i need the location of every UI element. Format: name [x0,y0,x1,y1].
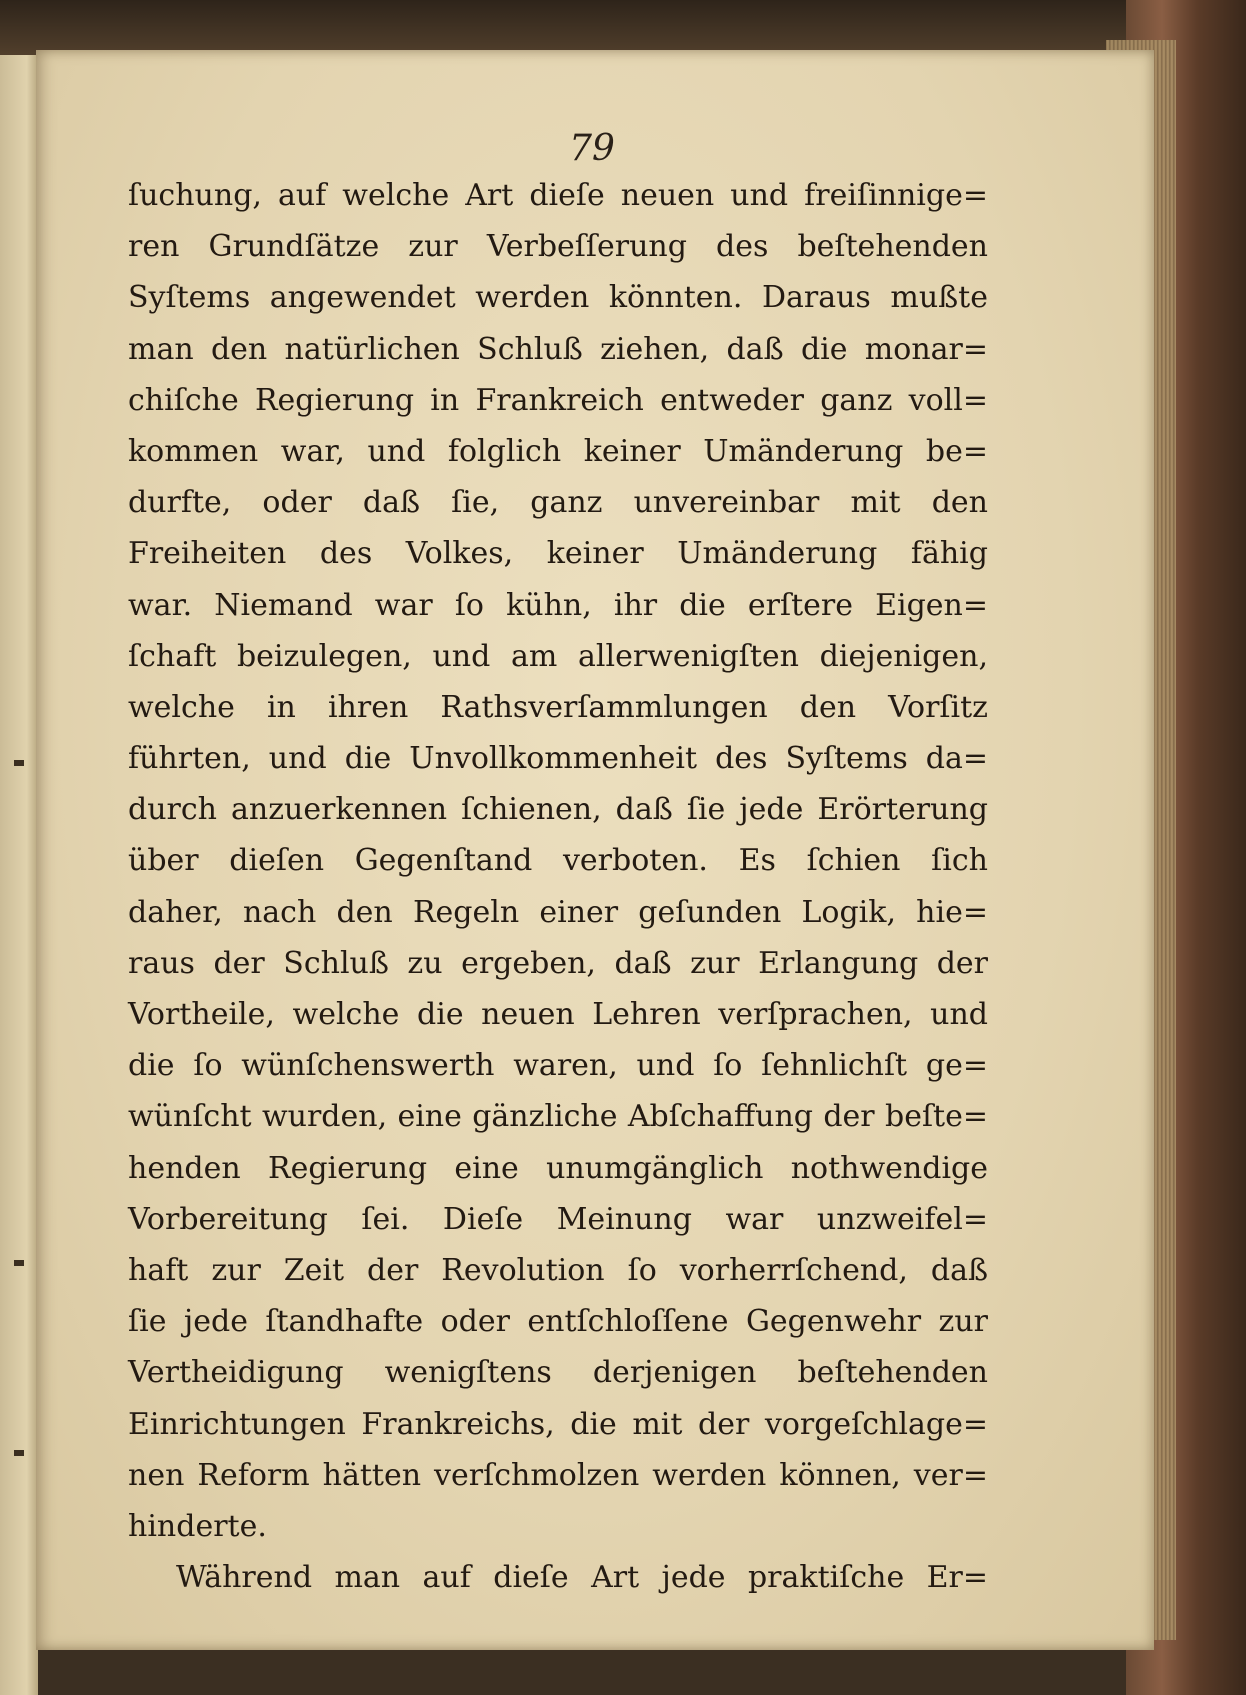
text-line: hinderte. [128,1508,267,1544]
text-line: Während man auf dieſe Art jede praktiſche Er= [176,1560,988,1596]
text-line: über dieſen Gegenſtand verboten. Es ſchien ſich [128,843,988,879]
text-line: kommen war, und folglich keiner Umänderung be= [128,433,988,469]
left-page-edge [0,55,38,1695]
book-page [36,50,1154,1650]
margin-mark [14,1450,24,1456]
text-line: henden Regierung eine unumgänglich nothwendige [128,1150,988,1186]
text-line: Freiheiten des Volkes, keiner Umänderung fähig [128,536,988,572]
text-line: durch anzuerkennen ſchienen, daß ſie jede Erörterung [128,792,988,828]
page-number: 79 [569,128,615,169]
text-line: nen Reform hätten verſchmolzen werden können, ver= [128,1457,988,1493]
text-line: chiſche Regierung in Frankreich entweder ganz voll= [128,382,988,418]
text-line: Vertheidigung wenigſtens derjenigen beſtehenden [128,1355,988,1391]
text-line: welche in ihren Rathsverſammlungen den Vorſitz [128,689,988,725]
text-line: ſie jede ſtandhafte oder entſchloſſene Gegenwehr zur [128,1304,988,1340]
text-line: durfte, oder daß ſie, ganz unvereinbar mit den [128,485,988,521]
text-line: raus der Schluß zu ergeben, daß zur Erlangung der [128,945,988,981]
text-line: haft zur Zeit der Revolution ſo vorherrſchend, daß [128,1252,988,1288]
text-line: Einrichtungen Frankreichs, die mit der vorgeſchlage= [128,1406,988,1442]
margin-mark [14,760,24,766]
text-line: daher, nach den Regeln einer geſunden Logik, hie= [128,894,988,930]
text-line: wünſcht wurden, eine gänzliche Abſchaffung der beſte= [128,1099,988,1135]
margin-mark [14,1260,24,1266]
text-line: ſuchung, auf welche Art dieſe neuen und freiſinnige= [128,178,988,213]
text-line: Vorbereitung ſei. Dieſe Meinung war unzweifel= [128,1201,988,1237]
text-line: man den natürlichen Schluß ziehen, daß die monar= [128,331,988,367]
text-line: führten, und die Unvollkommenheit des Syſtems da= [128,741,988,777]
text-line: ſchaft beizulegen, und am allerwenigſten diejenigen, [128,638,988,674]
body-text [128,170,988,1603]
text-line: war. Niemand war ſo kühn, ihr die erſtere Eigen= [128,587,988,623]
text-line: ren Grundſätze zur Verbeſſerung des beſtehenden [128,229,988,265]
text-line: Vortheile, welche die neuen Lehren verſprachen, und [128,997,988,1032]
text-line: Syſtems angewendet werden könnten. Daraus mußte [128,280,988,316]
text-line: die ſo wünſchenswerth waren, und ſo ſehnlichſt ge= [128,1048,988,1084]
